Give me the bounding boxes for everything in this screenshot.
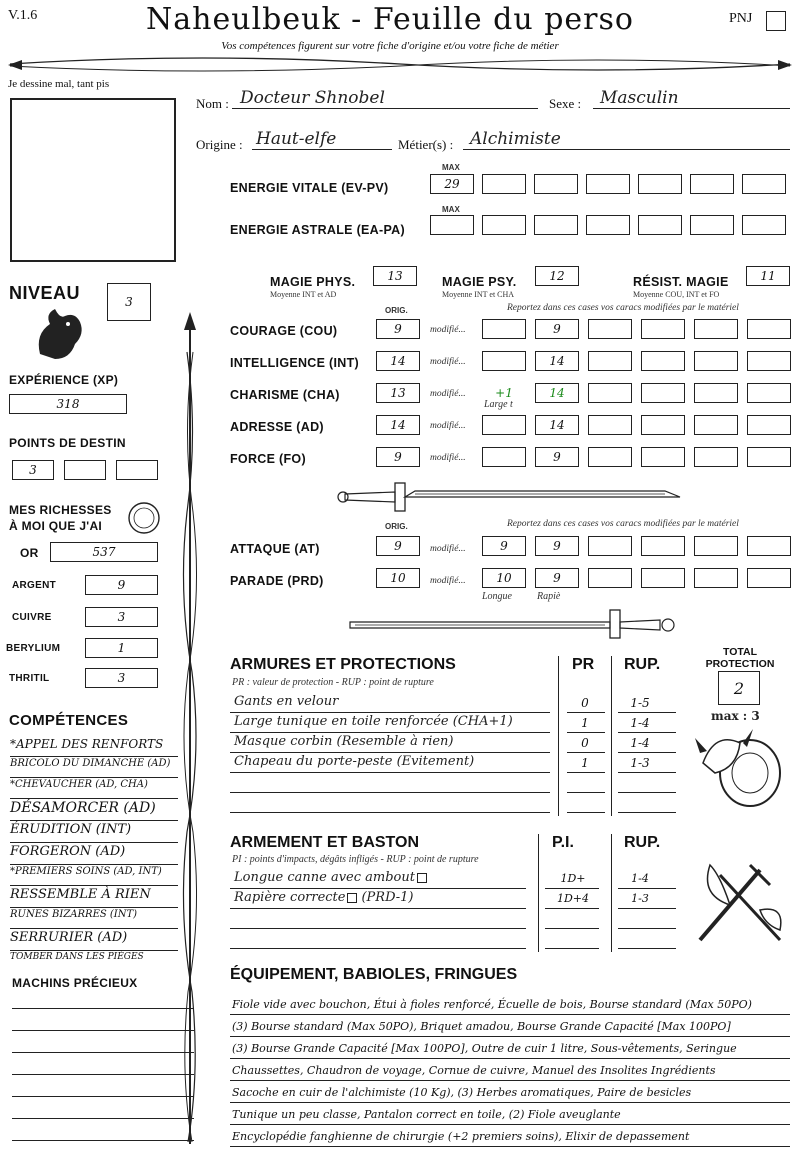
combat-mod-value: 9 (500, 539, 508, 553)
combat-mod-box[interactable] (641, 536, 685, 556)
carac-mod-box[interactable] (747, 351, 791, 371)
armure-pr-line (567, 752, 605, 753)
total-protection-box[interactable] (718, 671, 760, 705)
arme-rup[interactable]: 1-3 (631, 892, 649, 905)
combat-mod-box[interactable] (535, 568, 579, 588)
carac-mod-box[interactable] (694, 415, 738, 435)
armure-pr[interactable]: 1 (581, 756, 589, 770)
equipement-rule (230, 1014, 790, 1015)
arme-rup[interactable]: 1-4 (631, 872, 649, 885)
equipement-rule (230, 1036, 790, 1037)
competences-label: COMPÉTENCES (9, 712, 129, 729)
carac-orig-value: 9 (394, 450, 402, 464)
combat-mod-box[interactable] (694, 536, 738, 556)
ev-max-box[interactable] (430, 174, 474, 194)
carac-mod-box[interactable] (535, 351, 579, 371)
armement-note: PI : points d'impacts, dégâts infligés - RUP : point de rupture (232, 854, 479, 865)
carac-mod-box[interactable] (535, 415, 579, 435)
metier-value[interactable]: Alchimiste (470, 129, 561, 149)
ea-box-6[interactable] (742, 215, 786, 235)
carac-orig-box[interactable] (376, 415, 420, 435)
armures-title: ARMURES ET PROTECTIONS (230, 656, 456, 673)
carac-mod-box[interactable] (694, 447, 738, 467)
arme-line (230, 888, 526, 889)
argent-box[interactable] (85, 575, 158, 595)
niveau-value: 3 (125, 295, 133, 309)
competence-item[interactable]: RESSEMBLE À RIEN (10, 887, 151, 902)
destin-value: 3 (29, 463, 37, 477)
arme-name-row[interactable] (234, 870, 427, 885)
carac-mod-box[interactable] (588, 383, 632, 403)
arme-pi[interactable]: 1D+4 (556, 892, 590, 905)
ea-box-4[interactable] (638, 215, 682, 235)
competence-line (10, 950, 178, 951)
weapons-icon (690, 855, 790, 950)
arme-line (230, 928, 526, 929)
resist-magie-note: Moyenne COU, INT et FO (633, 290, 720, 299)
helmet-shield-icon (695, 723, 785, 813)
ea-box-3[interactable] (586, 215, 630, 235)
arme-pi-line (545, 888, 599, 889)
equipement-line[interactable]: Fiole vide avec bouchon, Étui à fioles renforcé, Écuelle de bois, Bourse standard (Max 50PO) (232, 998, 752, 1011)
magie-phys-box[interactable] (373, 266, 417, 286)
competence-item[interactable]: TOMBER DANS LES PIÈGES (10, 952, 144, 962)
machin-line[interactable] (12, 1140, 194, 1141)
carac-orig-box[interactable] (376, 351, 420, 371)
magie-psy-value: 12 (549, 269, 565, 283)
carac-mod-box[interactable] (641, 319, 685, 339)
armures-rup-header: RUP. (624, 656, 661, 673)
cuivre-box[interactable] (85, 607, 158, 627)
equipement-rule (230, 1102, 790, 1103)
carac-orig-box[interactable] (376, 319, 420, 339)
or-box[interactable] (50, 542, 158, 562)
combat-mod-value: 9 (553, 539, 561, 553)
competence-line (10, 928, 178, 929)
armure-rup[interactable]: 1-4 (630, 716, 650, 730)
arme-line (230, 908, 526, 909)
machin-line[interactable] (12, 1074, 194, 1075)
arme-rup-line (618, 948, 676, 949)
armure-pr[interactable]: 0 (581, 736, 589, 750)
armure-pr-line (567, 812, 605, 813)
combat-label: PARADE (PRD) (230, 574, 324, 588)
competence-line (10, 907, 178, 908)
origine-line (252, 149, 392, 150)
sexe-line (593, 108, 790, 109)
carac-mod-box[interactable] (535, 319, 579, 339)
sword-bottom-icon (340, 606, 680, 642)
combat-mod-box[interactable] (641, 568, 685, 588)
armure-rup-line (618, 712, 676, 713)
equipement-line[interactable]: (3) Bourse Grande Capacité [Max 100PO], Outre de cuir 1 litre, Sous-vêtements, Seringue (232, 1042, 737, 1055)
portrait-caption: Je dessine mal, tant pis (8, 78, 110, 90)
armure-name[interactable]: Large tunique en toile renforcée (CHA+1) (234, 714, 513, 729)
ea-max-label: MAX (442, 205, 460, 214)
thritil-box[interactable] (85, 668, 158, 688)
carac-mod-value: 9 (553, 322, 561, 336)
combat-mod-box[interactable] (588, 568, 632, 588)
xp-label: EXPÉRIENCE (XP) (9, 373, 119, 387)
armure-line (230, 712, 550, 713)
combat-orig-box[interactable] (376, 536, 420, 556)
equipement-line[interactable]: Tunique un peu classe, Pantalon correct en toile, (2) Fiole aveuglante (232, 1108, 621, 1121)
sword-top-icon (335, 477, 685, 517)
pnj-label: PNJ (729, 11, 753, 26)
carac-mod-box[interactable] (747, 383, 791, 403)
version: V.1.6 (8, 8, 38, 23)
niveau-label: NIVEAU (9, 283, 81, 303)
dragon-icon (30, 304, 90, 364)
berylium-value: 1 (117, 641, 126, 655)
equipement-title: ÉQUIPEMENT, BABIOLES, FRINGUES (230, 966, 518, 983)
cuivre-value: 3 (117, 610, 126, 624)
armement-vsep-1 (538, 834, 539, 952)
arme-pi-line (545, 908, 599, 909)
coin-icon (126, 500, 162, 536)
carac-label: FORCE (FO) (230, 452, 306, 466)
arme-checkbox[interactable] (347, 893, 357, 903)
armures-pr-header: PR (572, 656, 595, 673)
carac-mod-box[interactable] (694, 319, 738, 339)
carac-orig-box[interactable] (376, 383, 420, 403)
equipement-line[interactable]: Chaussettes, Chaudron de voyage, Cornue de cuivre, Manuel des Insolites Ingrédients (232, 1064, 716, 1077)
thritil-value: 3 (117, 671, 126, 685)
competence-line (10, 842, 178, 843)
arme-suffix: (PRD-1) (361, 890, 414, 905)
ea-box-1[interactable] (482, 215, 526, 235)
armure-name[interactable]: Masque corbin (Resemble à rien) (234, 734, 454, 749)
protection-max: max : 3 (711, 709, 760, 723)
armure-name[interactable]: Gants en velour (234, 694, 339, 709)
armure-line (230, 792, 550, 793)
arme-pi-line (545, 928, 599, 929)
ev-max-label: MAX (442, 163, 460, 172)
armure-rup[interactable]: 1-4 (630, 736, 650, 750)
competence-item[interactable]: RUNES BIZARRES (INT) (10, 909, 138, 920)
competence-line (10, 820, 178, 821)
resist-magie-value: 11 (760, 269, 776, 283)
combat-mod-box[interactable] (535, 536, 579, 556)
carac-mod-value: 14 (549, 418, 565, 432)
page-title: Naheulbeuk - Feuille du perso (146, 2, 634, 37)
equipement-rule (230, 1080, 790, 1081)
machin-line[interactable] (12, 1096, 194, 1097)
carac-label: COURAGE (COU) (230, 324, 338, 338)
destin-box-3[interactable] (116, 460, 158, 480)
competence-item[interactable]: SERRURIER (AD) (10, 930, 128, 945)
armure-pr-line (567, 712, 605, 713)
carac-mod-box[interactable] (641, 383, 685, 403)
carac-mod-box[interactable] (747, 447, 791, 467)
header-ornament (0, 50, 800, 78)
combat-modifie-label: modifié... (430, 544, 466, 554)
niveau-box[interactable] (107, 283, 151, 321)
armure-line (230, 752, 550, 753)
arme-pi-line (545, 948, 599, 949)
nom-label: Nom : (196, 96, 229, 111)
carac-modifie-label: modifié... (430, 421, 466, 431)
carac-mod-box[interactable] (588, 351, 632, 371)
ea-box-2[interactable] (534, 215, 578, 235)
competence-item[interactable]: BRICOLO DU DIMANCHE (AD) (10, 758, 171, 769)
berylium-label: BERYLIUM (6, 643, 61, 654)
carac-mod-box[interactable] (641, 351, 685, 371)
or-label: OR (20, 546, 39, 560)
combat-mod-value: 9 (553, 571, 561, 585)
resist-magie-label: RÉSIST. MAGIE (633, 275, 729, 289)
combat-orig-box[interactable] (376, 568, 420, 588)
carac-mod-box[interactable] (482, 351, 526, 371)
nom-line (232, 108, 538, 109)
machin-line[interactable] (12, 1118, 194, 1119)
nom-value[interactable]: Docteur Shnobel (240, 88, 385, 108)
carac-mod-value: 14 (549, 354, 565, 368)
sexe-label: Sexe : (549, 96, 582, 111)
armure-rup[interactable]: 1-3 (630, 756, 650, 770)
competence-item[interactable]: *CHEVAUCHER (AD, CHA) (10, 779, 148, 790)
armure-rup-line (618, 732, 676, 733)
competence-item[interactable]: *PREMIERS SOINS (AD, INT) (10, 866, 162, 877)
combat-mod-box[interactable] (482, 536, 526, 556)
competence-item[interactable]: ÉRUDITION (INT) (10, 822, 132, 837)
carac-mod-box[interactable] (641, 447, 685, 467)
armement-rup-header: RUP. (624, 834, 661, 851)
richesses-label-2: À MOI QUE J'AI (9, 519, 103, 533)
argent-value: 9 (117, 578, 126, 592)
competence-line (10, 756, 178, 757)
armure-rup-line (618, 772, 676, 773)
carac-label: INTELLIGENCE (INT) (230, 356, 360, 370)
combat-modifie-label: modifié... (430, 576, 466, 586)
carac-modifie-label: modifié... (430, 357, 466, 367)
armure-line (230, 732, 550, 733)
competence-line (10, 777, 178, 778)
carac-label: ADRESSE (AD) (230, 420, 324, 434)
destin-box-2[interactable] (64, 460, 106, 480)
armure-rup-line (618, 812, 676, 813)
destin-box-1[interactable] (12, 460, 54, 480)
carac-modifie-label: modifié... (430, 389, 466, 399)
carac-mod-box[interactable] (482, 415, 526, 435)
equipement-rule (230, 1146, 790, 1147)
combat-mod-box[interactable] (482, 568, 526, 588)
equipement-line[interactable]: (3) Bourse standard (Max 50PO), Briquet amadou, Bourse Grande Capacité [Max 100PO] (232, 1020, 731, 1033)
origine-label: Origine : (196, 137, 243, 152)
competence-line (10, 864, 178, 865)
xp-value: 318 (56, 397, 80, 411)
arme-name-row[interactable] (234, 890, 414, 905)
magie-psy-note: Moyenne INT et CHA (442, 290, 515, 299)
thritil-label: THRITIL (9, 673, 50, 684)
combat-mod-value: 10 (496, 571, 512, 585)
armures-vsep-1 (558, 656, 559, 816)
ev-box-4[interactable] (638, 174, 682, 194)
arme-rup-line (618, 888, 676, 889)
ev-box-2[interactable] (534, 174, 578, 194)
armure-rup-line (618, 752, 676, 753)
arme-rup-line (618, 908, 676, 909)
combat-orig-value: 10 (390, 571, 406, 585)
magie-phys-label: MAGIE PHYS. (270, 275, 356, 289)
total-protection-label: TOTAL PROTECTION (705, 646, 775, 670)
arme-pi[interactable]: 1D+ (560, 872, 586, 885)
combat-orig-label: ORIG. (385, 522, 408, 531)
competence-line (10, 798, 178, 799)
competence-line (10, 885, 178, 886)
armement-pi-header: P.I. (552, 834, 574, 851)
carac-mod-box[interactable] (482, 319, 526, 339)
combat-mod-box[interactable] (747, 568, 791, 588)
combat-under-1: Longue (482, 591, 512, 602)
xp-box[interactable] (9, 394, 127, 414)
combat-label: ATTAQUE (AT) (230, 542, 320, 556)
armure-pr-line (567, 772, 605, 773)
carac-mod-value: 9 (553, 450, 561, 464)
ea-label: ENERGIE ASTRALE (EA-PA) (230, 223, 405, 237)
armures-note: PR : valeur de protection - RUP : point de rupture (232, 677, 434, 688)
carac-mod-box[interactable] (747, 415, 791, 435)
sexe-value[interactable]: Masculin (600, 88, 679, 108)
carac-mod-box[interactable] (535, 383, 579, 403)
resist-magie-box[interactable] (746, 266, 790, 286)
ev-label: ENERGIE VITALE (EV-PV) (230, 181, 389, 195)
equipement-rule (230, 1058, 790, 1059)
equipement-line[interactable]: Encyclopédie fanghienne de chirurgie (+2 premiers soins), Elixir de depassement (232, 1130, 690, 1143)
machins-label: MACHINS PRÉCIEUX (12, 976, 138, 990)
metier-label: Métier(s) : (398, 137, 454, 152)
machin-line[interactable] (12, 1030, 194, 1031)
carac-mod-value: 14 (549, 386, 565, 400)
carac-mod-box[interactable] (588, 415, 632, 435)
total-protection-value: 2 (733, 678, 745, 698)
combat-mod-box[interactable] (694, 568, 738, 588)
armure-rup[interactable]: 1-5 (630, 696, 650, 710)
carac-mod-box[interactable] (747, 319, 791, 339)
page-subtitle: Vos compétences figurent sur votre fiche d'origine et/ou votre fiche de métier (221, 40, 559, 52)
carac-modifie-label: modifié... (430, 325, 466, 335)
caracs-orig-label: ORIG. (385, 306, 408, 315)
destin-label: POINTS DE DESTIN (9, 436, 126, 450)
combat-under-2: Rapiè (537, 591, 561, 602)
armure-rup-line (618, 792, 676, 793)
armement-title: ARMEMENT ET BASTON (230, 834, 420, 851)
origine-value[interactable]: Haut-elfe (256, 129, 337, 149)
caracs-report-note: Reportez dans ces cases vos caracs modifiées par le matériel (507, 303, 739, 313)
machin-line[interactable] (12, 1008, 194, 1009)
competence-item[interactable]: DÉSAMORCER (AD) (10, 800, 156, 816)
ev-box-6[interactable] (742, 174, 786, 194)
combat-orig-value: 9 (394, 539, 402, 553)
argent-label: ARGENT (12, 580, 57, 591)
carac-mod-value: +1 (495, 386, 513, 400)
carac-mod-box[interactable] (641, 415, 685, 435)
combat-mod-box[interactable] (588, 536, 632, 556)
armure-line (230, 772, 550, 773)
carac-orig-value: 13 (390, 386, 406, 400)
arme-rup-line (618, 928, 676, 929)
armure-pr[interactable]: 0 (581, 696, 589, 710)
carac-orig-value: 9 (394, 322, 402, 336)
ev-box-3[interactable] (586, 174, 630, 194)
carac-orig-value: 14 (390, 418, 406, 432)
pnj-checkbox[interactable] (766, 11, 786, 31)
arme-line (230, 948, 526, 949)
competence-item[interactable]: FORGERON (AD) (10, 844, 126, 859)
magie-phys-value: 13 (387, 269, 403, 283)
armure-pr-line (567, 732, 605, 733)
ev-box-1[interactable] (482, 174, 526, 194)
or-value: 537 (92, 545, 116, 559)
magie-psy-box[interactable] (535, 266, 579, 286)
armures-vsep-2 (611, 656, 612, 816)
staff-icon (178, 312, 202, 1148)
armure-pr-line (567, 792, 605, 793)
portrait-frame[interactable] (10, 98, 176, 262)
armure-name[interactable]: Chapeau du porte-peste (Evitement) (234, 754, 475, 769)
armure-pr[interactable]: 1 (581, 716, 589, 730)
carac-modifie-label: modifié... (430, 453, 466, 463)
carac-label: CHARISME (CHA) (230, 388, 340, 402)
carac-orig-box[interactable] (376, 447, 420, 467)
competence-item[interactable]: *APPEL DES RENFORTS (10, 737, 164, 751)
ea-max-box[interactable] (430, 215, 474, 235)
ev-max-value: 29 (444, 177, 460, 191)
combat-report-note: Reportez dans ces cases vos caracs modifiées par le matériel (507, 519, 739, 529)
carac-mod-note: Large t (484, 399, 513, 410)
berylium-box[interactable] (85, 638, 158, 658)
magie-phys-note: Moyenne INT et AD (270, 290, 337, 299)
carac-mod-box[interactable] (482, 447, 526, 467)
ea-box-5[interactable] (690, 215, 734, 235)
machin-line[interactable] (12, 1052, 194, 1053)
carac-mod-box[interactable] (588, 319, 632, 339)
equipement-rule (230, 1124, 790, 1125)
cuivre-label: CUIVRE (12, 612, 52, 623)
armure-line (230, 812, 550, 813)
carac-mod-box[interactable] (535, 447, 579, 467)
carac-mod-box[interactable] (694, 351, 738, 371)
carac-mod-box[interactable] (694, 383, 738, 403)
carac-orig-value: 14 (390, 354, 406, 368)
magie-psy-label: MAGIE PSY. (442, 275, 517, 289)
metier-line (463, 149, 790, 150)
arme-name: Longue canne avec ambout (234, 870, 415, 885)
armement-vsep-2 (611, 834, 612, 952)
carac-mod-box[interactable] (588, 447, 632, 467)
richesses-label-1: MES RICHESSES (9, 503, 112, 517)
ev-box-5[interactable] (690, 174, 734, 194)
combat-mod-box[interactable] (747, 536, 791, 556)
arme-name: Rapière correcte (234, 890, 346, 905)
equipement-line[interactable]: Sacoche en cuir de l'alchimiste (10 Kg), (3) Herbes aromatiques, Paire de besicles (232, 1086, 692, 1099)
arme-checkbox[interactable] (417, 873, 427, 883)
